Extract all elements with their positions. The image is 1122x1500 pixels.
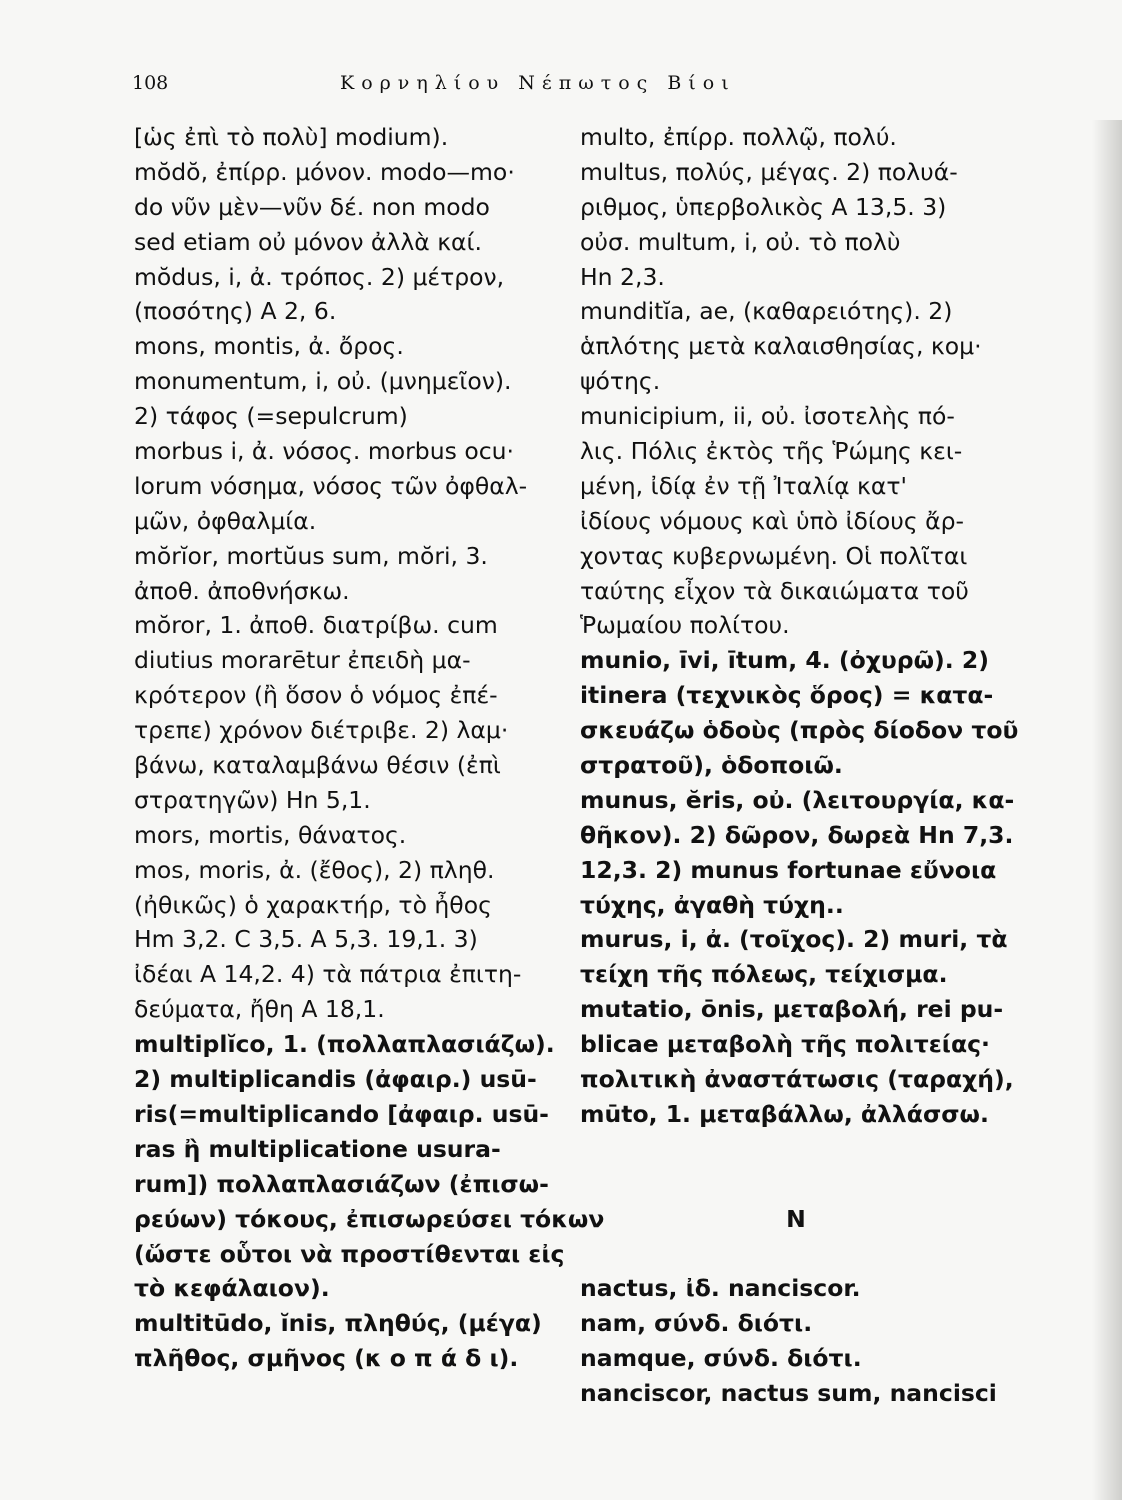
entry-line: πολιτικὴ ἀναστάτωσις (ταραχή),: [580, 1065, 1014, 1094]
entry-line: σκευάζω ὁδοὺς (πρὸς δίοδον τοῦ: [580, 716, 1019, 745]
entry-line: ris(=multiplicando [ἀφαιρ. usū-: [134, 1099, 549, 1128]
entry-line: [ὡς ἐπὶ τὸ πολὺ] modium).: [134, 123, 449, 151]
entry-line: morbus i, ἀ. νόσος. morbus ocu·: [134, 437, 514, 466]
entry-line: namque, σύνδ. διότι.: [580, 1344, 862, 1373]
entry-line: mons, montis, ἀ. ὄρος.: [134, 332, 404, 361]
entry-line: χοντας κυβερνωμένη. Οἱ πολῖται: [580, 541, 968, 570]
entry-line: ψότης.: [580, 367, 661, 396]
entry-line: multus, πολύς, μέγας. 2) πολυά-: [580, 157, 958, 186]
entry-line: Ῥωμαίου πολίτου.: [580, 611, 790, 640]
entry-line: Hm 3,2. C 3,5. A 5,3. 19,1. 3): [134, 925, 478, 954]
entry-line: mŏdŏ, ἐπίρρ. μόνον. modo—mo·: [134, 157, 515, 186]
entry-line: βάνω, καταλαμβάνω θέσιν (ἐπὶ: [134, 751, 501, 780]
entry-line: ριθμος, ὑπερβολικὸς A 13,5. 3): [580, 192, 947, 221]
entry-line: multiplĭco, 1. (πολλαπλασιάζω).: [134, 1030, 555, 1059]
entry-line: ἰδέαι A 14,2. 4) τὰ πάτρια ἐπιτη-: [134, 960, 522, 989]
entry-line: blicae μεταβολὴ τῆς πολιτείας·: [580, 1030, 990, 1059]
entry-line: τρεπε) χρόνον διέτριβε. 2) λαμ·: [134, 716, 509, 745]
entry-line: λις. Πόλις ἐκτὸς τῆς Ῥώμης κει-: [580, 437, 963, 466]
entry-line: sed etiam οὐ μόνον ἀλλὰ καί.: [134, 227, 482, 256]
entry-line: mŏdus, i, ἀ. τρόπος. 2) μέτρον,: [134, 262, 505, 291]
entry-line: ras ἢ multiplicatione usura-: [134, 1134, 501, 1163]
entry-line: nanciscor, nactus sum, nancisci: [580, 1379, 997, 1408]
entry-line: ἀποθ. ἀποθνήσκω.: [134, 576, 350, 605]
entry-line: nactus, ἰδ. nanciscor.: [580, 1274, 861, 1303]
entry-line: δεύματα, ἤθη A 18,1.: [134, 995, 385, 1024]
entry-line: (ποσότης) A 2, 6.: [134, 297, 337, 326]
entry-line: mūto, 1. μεταβάλλω, ἀλλάσσω.: [580, 1099, 989, 1128]
blank-line: [580, 1237, 1032, 1272]
entry-line: Hn 2,3.: [580, 262, 665, 291]
entry-line: ταύτης εἶχον τὰ δικαιώματα τοῦ: [580, 576, 969, 605]
entry-line: mos, moris, ἀ. (ἔθος), 2) πληθ.: [134, 855, 495, 884]
entry-line: munio, īvi, ītum, 4. (ὀχυρῶ). 2): [580, 646, 989, 675]
entry-line: mutatio, ōnis, μεταβολή, rei pu-: [580, 995, 1004, 1024]
entry-line: monumentum, i, οὐ. (μνημεῖον).: [134, 367, 512, 396]
entry-line: τὸ κεφάλαιον).: [134, 1274, 330, 1303]
entry-line: 12,3. 2) munus fortunae εὔνοια: [580, 855, 997, 884]
entry-line: ἁπλότης μετὰ καλαισθησίας, κομ·: [580, 332, 982, 361]
entry-line: municipium, ii, οὐ. ἰσοτελὴς πό-: [580, 402, 955, 431]
entry-line: ἰδίους νόμους καὶ ὑπὸ ἰδίους ἄρ-: [580, 506, 964, 535]
entry-line: lorum νόσημα, νόσος τῶν ὀφθαλ-: [134, 471, 528, 500]
entry-line: τείχη τῆς πόλεως, τείχισμα.: [580, 960, 948, 989]
entry-line: multo, ἐπίρρ. πολλῷ, πολύ.: [580, 123, 897, 151]
left-column: [134, 120, 605, 1376]
blank-line: [580, 1167, 1032, 1202]
page-number: 108: [132, 72, 169, 94]
entry-line: μῶν, ὀφθαλμία.: [134, 506, 317, 535]
entry-line: munditĭa, ae, (καθαρειότης). 2): [580, 297, 953, 326]
entry-line: 2) multiplicandis (ἀφαιρ.) usū-: [134, 1065, 537, 1094]
entry-line: murus, i, ἀ. (τοῖχος). 2) muri, τὰ: [580, 925, 1008, 954]
entry-line: munus, ĕris, οὐ. (λειτουργία, κα-: [580, 785, 1015, 814]
entry-line: do νῦν μὲν—νῦν δέ. non modo: [134, 192, 490, 221]
entry-line: ρεύων) τόκους, ἐπισωρεύσει τόκων: [134, 1204, 605, 1233]
entry-line: mors, mortis, θάνατος.: [134, 820, 407, 849]
entry-line: nam, σύνδ. διότι.: [580, 1309, 813, 1338]
entry-line: multitūdo, ĭnis, πληθύς, (μέγα): [134, 1309, 542, 1338]
entry-line: diutius morarētur ἐπειδὴ μα-: [134, 646, 471, 675]
facing-page-bleed: [1092, 120, 1122, 1500]
entry-line: θῆκον). 2) δῶρον, δωρεὰ Hn 7,3.: [580, 820, 1014, 849]
entry-line: στρατοῦ), ὁδοποιῶ.: [580, 751, 843, 780]
entry-line: 2) τάφος (=sepulcrum): [134, 402, 408, 431]
entry-line: τύχης, ἀγαθὴ τύχη..: [580, 890, 844, 919]
entry-line: οὐσ. multum, i, οὐ. τὸ πολὺ: [580, 227, 901, 256]
entry-line: (ἠθικῶς) ὁ χαρακτήρ, τὸ ἦθος: [134, 890, 492, 919]
entry-line: πλῆθος, σμῆνος (κ ο π ά δ ι).: [134, 1344, 519, 1373]
running-title: Κορνηλίου Νέπωτος Βίοι: [340, 72, 736, 94]
section-letter: N: [786, 1204, 806, 1233]
entry-line: κρότερον (ἢ ὅσον ὁ νόμος ἐπέ-: [134, 681, 498, 710]
blank-line: [580, 1132, 1032, 1167]
entry-line: στρατηγῶν) Hn 5,1.: [134, 785, 371, 814]
right-column: [580, 120, 1032, 1411]
entry-line: mŏrĭor, mortŭus sum, mŏri, 3.: [134, 541, 488, 570]
entry-line: mŏror, 1. ἀποθ. διατρίβω. cum: [134, 611, 498, 640]
entry-line: itinera (τεχνικὸς ὅρος) = κατα-: [580, 681, 994, 710]
entry-line: (ὥστε οὗτοι νὰ προστίθενται εἰς: [134, 1239, 565, 1268]
entry-line: μένη, ἰδίᾳ ἐν τῇ Ἰταλίᾳ κατ': [580, 471, 908, 500]
entry-line: rum]) πολλαπλασιάζων (ἐπισω-: [134, 1169, 549, 1198]
